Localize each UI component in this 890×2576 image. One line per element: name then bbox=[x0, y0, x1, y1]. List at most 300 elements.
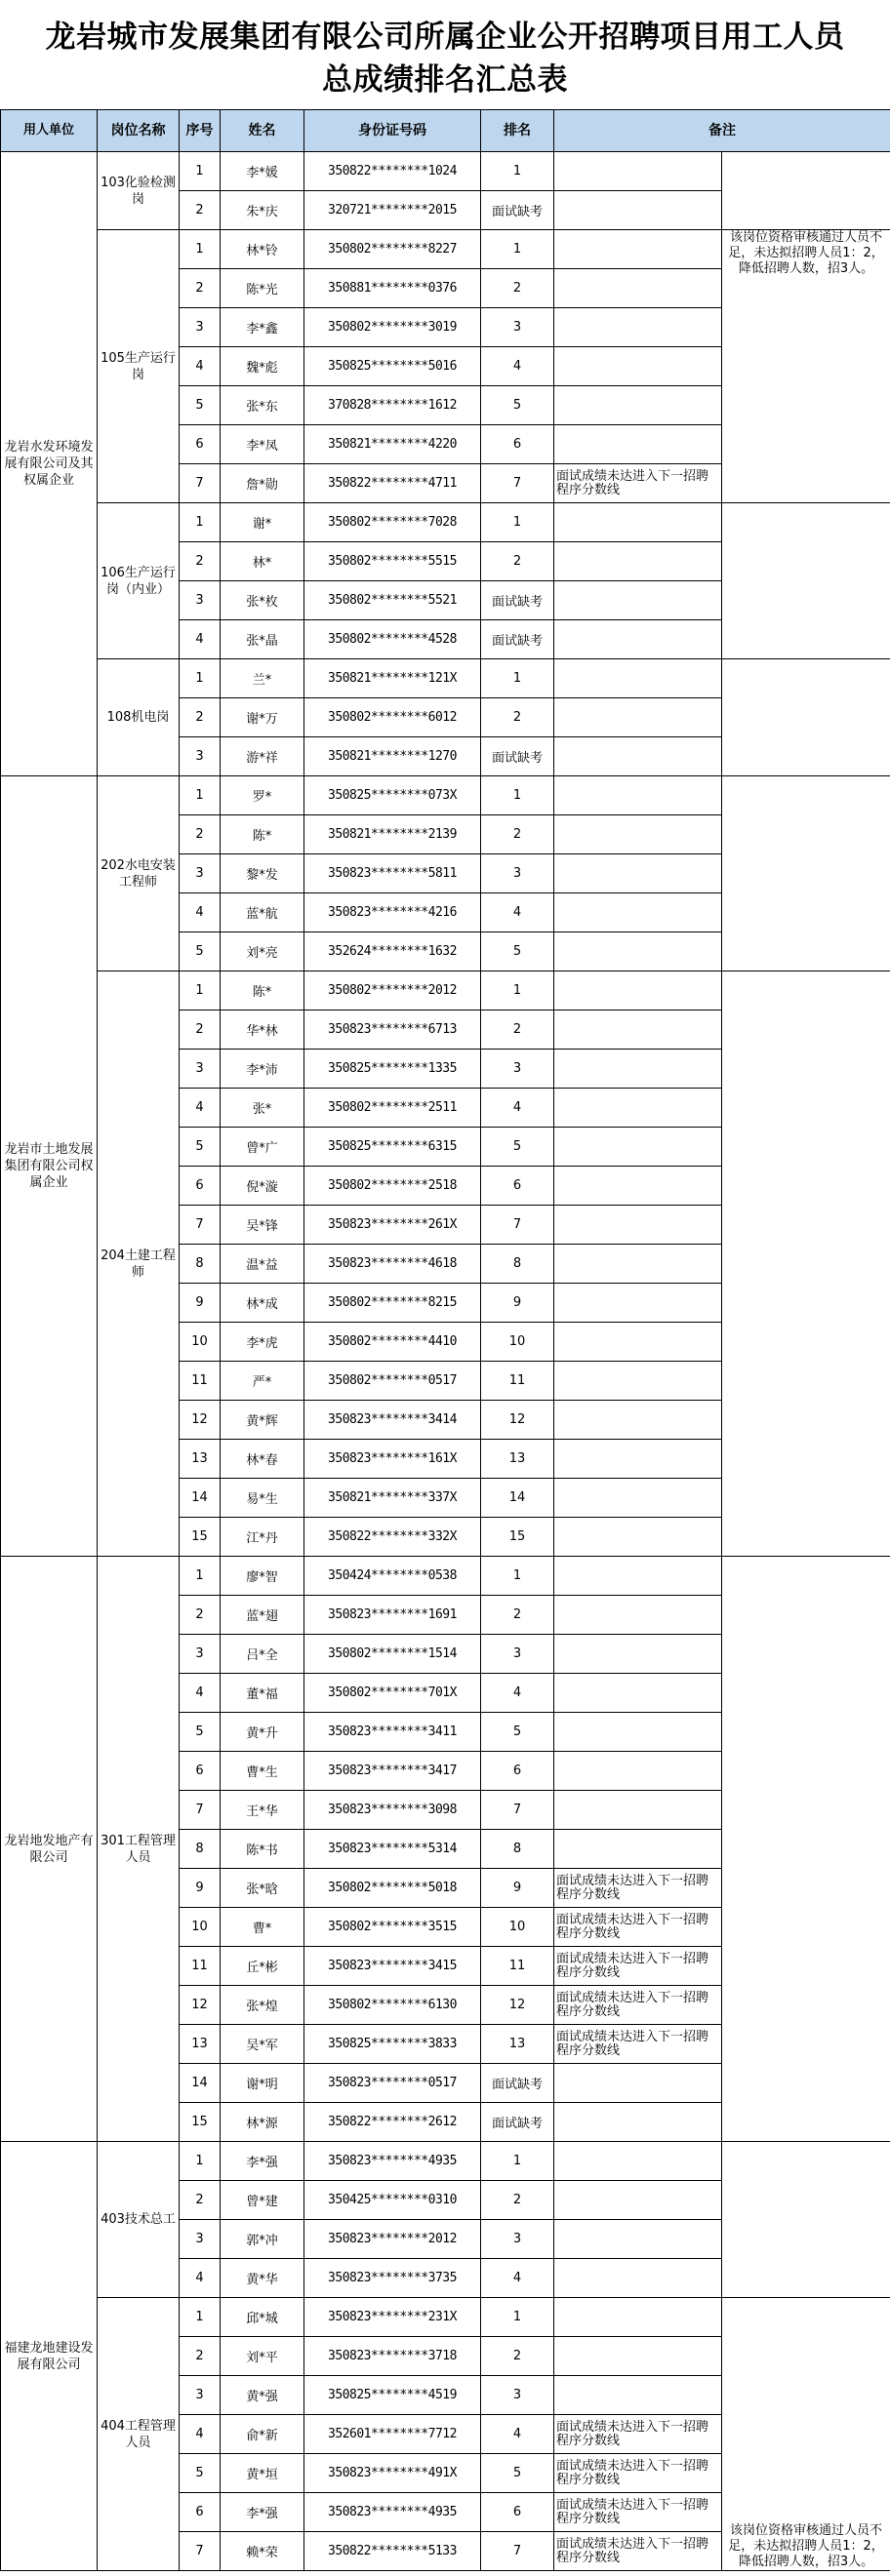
seq-cell: 5 bbox=[180, 386, 221, 425]
name-cell: 詹*勋 bbox=[221, 464, 304, 503]
note-cell bbox=[554, 1362, 722, 1401]
rank-cell: 4 bbox=[481, 2259, 554, 2298]
note-cell bbox=[554, 776, 722, 815]
note-cell bbox=[554, 503, 722, 542]
id-number-cell: 350823********5811 bbox=[304, 854, 481, 893]
ranking-table-body bbox=[1, 152, 890, 2571]
note-cell bbox=[554, 1557, 722, 1596]
seq-cell: 1 bbox=[180, 503, 221, 542]
position-cell: 106生产运行岗（内业） bbox=[98, 503, 180, 659]
name-cell: 曹*生 bbox=[221, 1752, 304, 1791]
id-number-cell: 350825********5016 bbox=[304, 347, 481, 386]
rank-cell: 1 bbox=[481, 152, 554, 191]
seq-cell: 5 bbox=[180, 2454, 221, 2493]
table-row bbox=[1, 152, 890, 191]
seq-cell: 14 bbox=[180, 1479, 221, 1518]
note-cell bbox=[554, 854, 722, 893]
header-employer: 用人单位 bbox=[1, 110, 98, 152]
rank-cell: 3 bbox=[481, 854, 554, 893]
rank-cell: 2 bbox=[481, 2337, 554, 2376]
name-cell: 游*祥 bbox=[221, 737, 304, 776]
seq-cell: 13 bbox=[180, 1440, 221, 1479]
seq-cell: 2 bbox=[180, 542, 221, 581]
rank-cell: 12 bbox=[481, 1401, 554, 1440]
note-cell bbox=[554, 698, 722, 737]
name-cell: 李*强 bbox=[221, 2142, 304, 2181]
rank-cell: 6 bbox=[481, 1752, 554, 1791]
note-cell bbox=[554, 737, 722, 776]
id-number-cell: 350823********3735 bbox=[304, 2259, 481, 2298]
note-cell bbox=[554, 1752, 722, 1791]
id-number-cell: 350823********6713 bbox=[304, 1011, 481, 1050]
note-cell: 面试成绩未达进入下一招聘程序分数线 bbox=[554, 1986, 722, 2025]
id-number-cell: 320721********2015 bbox=[304, 191, 481, 230]
note-cell: 面试成绩未达进入下一招聘程序分数线 bbox=[554, 2025, 722, 2064]
name-cell: 刘*亮 bbox=[221, 932, 304, 971]
table-row bbox=[1, 971, 890, 1011]
rank-cell: 3 bbox=[481, 2220, 554, 2259]
seq-cell: 3 bbox=[180, 2376, 221, 2415]
name-cell: 李*沛 bbox=[221, 1050, 304, 1089]
rank-cell: 9 bbox=[481, 1284, 554, 1323]
id-number-cell: 350424********0538 bbox=[304, 1557, 481, 1596]
note-cell bbox=[554, 1323, 722, 1362]
header-note: 备注 bbox=[554, 110, 890, 152]
rank-cell: 11 bbox=[481, 1947, 554, 1986]
seq-cell: 7 bbox=[180, 1791, 221, 1830]
name-cell: 李*强 bbox=[221, 2493, 304, 2532]
rank-cell: 3 bbox=[481, 1635, 554, 1674]
rank-cell: 1 bbox=[481, 2298, 554, 2337]
seq-cell: 3 bbox=[180, 2220, 221, 2259]
rank-cell: 2 bbox=[481, 698, 554, 737]
sheet-title-line1: 龙岩城市发展集团有限公司所属企业公开招聘项目用工人员 bbox=[45, 20, 845, 55]
name-cell: 李*虎 bbox=[221, 1323, 304, 1362]
rank-cell: 14 bbox=[481, 1479, 554, 1518]
note-cell bbox=[554, 1089, 722, 1128]
name-cell: 林*春 bbox=[221, 1440, 304, 1479]
name-cell: 陈* bbox=[221, 815, 304, 854]
seq-cell: 2 bbox=[180, 2337, 221, 2376]
note-cell bbox=[554, 1791, 722, 1830]
name-cell: 张*东 bbox=[221, 386, 304, 425]
seq-cell: 6 bbox=[180, 425, 221, 464]
note-cell bbox=[554, 191, 722, 230]
position-remark-cell: 该岗位资格审核通过人员不足，未达拟招聘人员1：2，降低招聘人数，招3人。 bbox=[722, 230, 890, 503]
note-cell bbox=[554, 1635, 722, 1674]
id-number-cell: 350822********332X bbox=[304, 1518, 481, 1557]
id-number-cell: 350822********2612 bbox=[304, 2103, 481, 2142]
seq-cell: 3 bbox=[180, 1050, 221, 1089]
remark-empty-cell bbox=[722, 503, 890, 659]
rank-cell: 面试缺考 bbox=[481, 2103, 554, 2142]
id-number-cell: 350802********4528 bbox=[304, 620, 481, 659]
position-cell: 204土建工程师 bbox=[98, 971, 180, 1557]
id-number-cell: 350802********8227 bbox=[304, 230, 481, 269]
rank-cell: 13 bbox=[481, 1440, 554, 1479]
seq-cell: 6 bbox=[180, 1167, 221, 1206]
seq-cell: 4 bbox=[180, 1089, 221, 1128]
name-cell: 刘*平 bbox=[221, 2337, 304, 2376]
rank-cell: 面试缺考 bbox=[481, 620, 554, 659]
id-number-cell: 350821********121X bbox=[304, 659, 481, 698]
rank-cell: 4 bbox=[481, 893, 554, 932]
seq-cell: 2 bbox=[180, 815, 221, 854]
seq-cell: 9 bbox=[180, 1284, 221, 1323]
id-number-cell: 350825********1335 bbox=[304, 1050, 481, 1089]
seq-cell: 4 bbox=[180, 2259, 221, 2298]
header-row bbox=[1, 110, 890, 152]
rank-cell: 7 bbox=[481, 2532, 554, 2571]
name-cell: 黄*强 bbox=[221, 2376, 304, 2415]
seq-cell: 2 bbox=[180, 2181, 221, 2220]
name-cell: 黄*垣 bbox=[221, 2454, 304, 2493]
note-cell bbox=[554, 1830, 722, 1869]
employer-cell: 龙岩市土地发展集团有限公司权属企业 bbox=[1, 776, 98, 1557]
ranking-table bbox=[0, 109, 890, 2571]
id-number-cell: 350802********2012 bbox=[304, 971, 481, 1011]
name-cell: 黄*辉 bbox=[221, 1401, 304, 1440]
rank-cell: 7 bbox=[481, 1206, 554, 1245]
seq-cell: 5 bbox=[180, 1128, 221, 1167]
seq-cell: 8 bbox=[180, 1245, 221, 1284]
name-cell: 俞*新 bbox=[221, 2415, 304, 2454]
seq-cell: 5 bbox=[180, 932, 221, 971]
position-cell: 108机电岗 bbox=[98, 659, 180, 776]
note-cell bbox=[554, 1167, 722, 1206]
id-number-cell: 350802********5515 bbox=[304, 542, 481, 581]
name-cell: 邱*城 bbox=[221, 2298, 304, 2337]
name-cell: 谢*明 bbox=[221, 2064, 304, 2103]
rank-cell: 面试缺考 bbox=[481, 581, 554, 620]
seq-cell: 3 bbox=[180, 581, 221, 620]
rank-cell: 8 bbox=[481, 1245, 554, 1284]
note-cell: 面试成绩未达进入下一招聘程序分数线 bbox=[554, 2454, 722, 2493]
name-cell: 魏*彪 bbox=[221, 347, 304, 386]
seq-cell: 2 bbox=[180, 1011, 221, 1050]
seq-cell: 5 bbox=[180, 1713, 221, 1752]
rank-cell: 2 bbox=[481, 542, 554, 581]
note-cell bbox=[554, 1128, 722, 1167]
note-cell bbox=[554, 2220, 722, 2259]
seq-cell: 1 bbox=[180, 776, 221, 815]
note-cell bbox=[554, 2337, 722, 2376]
rank-cell: 1 bbox=[481, 971, 554, 1011]
seq-cell: 12 bbox=[180, 1986, 221, 2025]
rank-cell: 12 bbox=[481, 1986, 554, 2025]
note-cell bbox=[554, 1713, 722, 1752]
note-cell bbox=[554, 1050, 722, 1089]
seq-cell: 7 bbox=[180, 1206, 221, 1245]
note-cell bbox=[554, 620, 722, 659]
header-position: 岗位名称 bbox=[98, 110, 180, 152]
rank-cell: 5 bbox=[481, 2454, 554, 2493]
id-number-cell: 350802********2518 bbox=[304, 1167, 481, 1206]
name-cell: 温*益 bbox=[221, 1245, 304, 1284]
id-number-cell: 350822********5133 bbox=[304, 2532, 481, 2571]
id-number-cell: 350823********161X bbox=[304, 1440, 481, 1479]
seq-cell: 7 bbox=[180, 464, 221, 503]
seq-cell: 2 bbox=[180, 1596, 221, 1635]
name-cell: 兰* bbox=[221, 659, 304, 698]
note-cell bbox=[554, 1284, 722, 1323]
id-number-cell: 350802********5018 bbox=[304, 1869, 481, 1908]
note-cell bbox=[554, 2142, 722, 2181]
rank-cell: 6 bbox=[481, 2493, 554, 2532]
seq-cell: 1 bbox=[180, 2298, 221, 2337]
rank-cell: 1 bbox=[481, 2142, 554, 2181]
table-row bbox=[1, 2298, 890, 2337]
seq-cell: 10 bbox=[180, 1908, 221, 1947]
id-number-cell: 350823********4935 bbox=[304, 2142, 481, 2181]
id-number-cell: 350823********0517 bbox=[304, 2064, 481, 2103]
name-cell: 王*华 bbox=[221, 1791, 304, 1830]
seq-cell: 9 bbox=[180, 1869, 221, 1908]
name-cell: 陈*书 bbox=[221, 1830, 304, 1869]
id-number-cell: 350825********6315 bbox=[304, 1128, 481, 1167]
note-cell: 面试成绩未达进入下一招聘程序分数线 bbox=[554, 2493, 722, 2532]
note-cell bbox=[554, 932, 722, 971]
remark-empty-cell bbox=[722, 776, 890, 971]
rank-cell: 10 bbox=[481, 1908, 554, 1947]
note-cell bbox=[554, 308, 722, 347]
position-cell: 403技术总工 bbox=[98, 2142, 180, 2298]
name-cell: 曹* bbox=[221, 1908, 304, 1947]
id-number-cell: 350823********231X bbox=[304, 2298, 481, 2337]
seq-cell: 3 bbox=[180, 854, 221, 893]
name-cell: 郭*冲 bbox=[221, 2220, 304, 2259]
rank-cell: 2 bbox=[481, 269, 554, 308]
note-cell: 面试成绩未达进入下一招聘程序分数线 bbox=[554, 1908, 722, 1947]
rank-cell: 5 bbox=[481, 1128, 554, 1167]
name-cell: 李*凤 bbox=[221, 425, 304, 464]
position-cell: 105生产运行岗 bbox=[98, 230, 180, 503]
table-row bbox=[1, 230, 890, 269]
id-number-cell: 350821********1270 bbox=[304, 737, 481, 776]
seq-cell: 2 bbox=[180, 698, 221, 737]
seq-cell: 6 bbox=[180, 2493, 221, 2532]
rank-cell: 2 bbox=[481, 815, 554, 854]
name-cell: 林*铃 bbox=[221, 230, 304, 269]
seq-cell: 7 bbox=[180, 2532, 221, 2571]
id-number-cell: 350822********4711 bbox=[304, 464, 481, 503]
rank-cell: 6 bbox=[481, 1167, 554, 1206]
id-number-cell: 350802********701X bbox=[304, 1674, 481, 1713]
header-seq: 序号 bbox=[180, 110, 221, 152]
rank-cell: 3 bbox=[481, 1050, 554, 1089]
id-number-cell: 350823********2012 bbox=[304, 2220, 481, 2259]
seq-cell: 3 bbox=[180, 1635, 221, 1674]
note-cell: 面试成绩未达进入下一招聘程序分数线 bbox=[554, 2415, 722, 2454]
seq-cell: 4 bbox=[180, 1674, 221, 1713]
note-cell bbox=[554, 542, 722, 581]
note-cell bbox=[554, 2298, 722, 2337]
rank-cell: 5 bbox=[481, 1713, 554, 1752]
id-number-cell: 350802********3019 bbox=[304, 308, 481, 347]
id-number-cell: 350823********4618 bbox=[304, 1245, 481, 1284]
name-cell: 华*林 bbox=[221, 1011, 304, 1050]
name-cell: 张* bbox=[221, 1089, 304, 1128]
note-cell bbox=[554, 893, 722, 932]
note-cell bbox=[554, 1596, 722, 1635]
id-number-cell: 350825********073X bbox=[304, 776, 481, 815]
name-cell: 黎*发 bbox=[221, 854, 304, 893]
seq-cell: 12 bbox=[180, 1401, 221, 1440]
name-cell: 谢*万 bbox=[221, 698, 304, 737]
rank-cell: 13 bbox=[481, 2025, 554, 2064]
rank-cell: 3 bbox=[481, 2376, 554, 2415]
seq-cell: 3 bbox=[180, 308, 221, 347]
note-cell bbox=[554, 581, 722, 620]
name-cell: 吴*锋 bbox=[221, 1206, 304, 1245]
rank-cell: 1 bbox=[481, 776, 554, 815]
name-cell: 张*煌 bbox=[221, 1986, 304, 2025]
name-cell: 易*生 bbox=[221, 1479, 304, 1518]
id-number-cell: 350802********7028 bbox=[304, 503, 481, 542]
rank-cell: 6 bbox=[481, 425, 554, 464]
position-cell: 301工程管理人员 bbox=[98, 1557, 180, 2142]
note-cell bbox=[554, 1206, 722, 1245]
note-cell bbox=[554, 2376, 722, 2415]
seq-cell: 4 bbox=[180, 2415, 221, 2454]
name-cell: 李*鑫 bbox=[221, 308, 304, 347]
seq-cell: 1 bbox=[180, 230, 221, 269]
note-cell bbox=[554, 1011, 722, 1050]
name-cell: 林*源 bbox=[221, 2103, 304, 2142]
note-cell bbox=[554, 230, 722, 269]
rank-cell: 1 bbox=[481, 1557, 554, 1596]
id-number-cell: 350823********3417 bbox=[304, 1752, 481, 1791]
rank-cell: 15 bbox=[481, 1518, 554, 1557]
rank-cell: 5 bbox=[481, 386, 554, 425]
seq-cell: 14 bbox=[180, 2064, 221, 2103]
id-number-cell: 370828********1612 bbox=[304, 386, 481, 425]
id-number-cell: 350825********3833 bbox=[304, 2025, 481, 2064]
rank-cell: 4 bbox=[481, 2415, 554, 2454]
remark-empty-cell bbox=[722, 971, 890, 1557]
name-cell: 吴*军 bbox=[221, 2025, 304, 2064]
note-cell bbox=[554, 1401, 722, 1440]
note-cell bbox=[554, 2181, 722, 2220]
id-number-cell: 352624********1632 bbox=[304, 932, 481, 971]
name-cell: 朱*庆 bbox=[221, 191, 304, 230]
table-row bbox=[1, 2142, 890, 2181]
seq-cell: 3 bbox=[180, 737, 221, 776]
rank-cell: 面试缺考 bbox=[481, 191, 554, 230]
rank-cell: 9 bbox=[481, 1869, 554, 1908]
name-cell: 董*福 bbox=[221, 1674, 304, 1713]
rank-cell: 4 bbox=[481, 1674, 554, 1713]
note-cell bbox=[554, 1479, 722, 1518]
id-number-cell: 350821********4220 bbox=[304, 425, 481, 464]
rank-cell: 4 bbox=[481, 347, 554, 386]
seq-cell: 4 bbox=[180, 893, 221, 932]
id-number-cell: 350823********4935 bbox=[304, 2493, 481, 2532]
note-cell bbox=[554, 269, 722, 308]
rank-cell: 面试缺考 bbox=[481, 737, 554, 776]
id-number-cell: 350823********3718 bbox=[304, 2337, 481, 2376]
name-cell: 谢* bbox=[221, 503, 304, 542]
rank-cell: 1 bbox=[481, 659, 554, 698]
position-cell: 202水电安装工程师 bbox=[98, 776, 180, 971]
note-cell: 面试成绩未达进入下一招聘程序分数线 bbox=[554, 464, 722, 503]
seq-cell: 11 bbox=[180, 1362, 221, 1401]
table-row bbox=[1, 659, 890, 698]
note-cell: 面试成绩未达进入下一招聘程序分数线 bbox=[554, 1869, 722, 1908]
note-cell bbox=[554, 152, 722, 191]
seq-cell: 15 bbox=[180, 2103, 221, 2142]
id-number-cell: 350802********2511 bbox=[304, 1089, 481, 1128]
rank-cell: 4 bbox=[481, 1089, 554, 1128]
note-cell bbox=[554, 1440, 722, 1479]
employer-cell: 福建龙地建设发展有限公司 bbox=[1, 2142, 98, 2571]
rank-cell: 5 bbox=[481, 932, 554, 971]
rank-cell: 8 bbox=[481, 1830, 554, 1869]
name-cell: 赖*荣 bbox=[221, 2532, 304, 2571]
note-cell bbox=[554, 659, 722, 698]
name-cell: 蓝*航 bbox=[221, 893, 304, 932]
rank-cell: 2 bbox=[481, 2181, 554, 2220]
seq-cell: 6 bbox=[180, 1752, 221, 1791]
id-number-cell: 350821********337X bbox=[304, 1479, 481, 1518]
note-cell: 面试成绩未达进入下一招聘程序分数线 bbox=[554, 1947, 722, 1986]
note-cell bbox=[554, 971, 722, 1011]
note-cell bbox=[554, 2103, 722, 2142]
sheet-title-line2: 总成绩排名汇总表 bbox=[322, 62, 568, 98]
name-cell: 黄*升 bbox=[221, 1713, 304, 1752]
rank-cell: 2 bbox=[481, 1596, 554, 1635]
employer-cell: 龙岩水发环境发展有限公司及其权属企业 bbox=[1, 152, 98, 776]
rank-cell: 7 bbox=[481, 1791, 554, 1830]
name-cell: 张*晗 bbox=[221, 1869, 304, 1908]
seq-cell: 4 bbox=[180, 347, 221, 386]
seq-cell: 2 bbox=[180, 191, 221, 230]
name-cell: 陈*光 bbox=[221, 269, 304, 308]
note-cell bbox=[554, 2064, 722, 2103]
id-number-cell: 350825********4519 bbox=[304, 2376, 481, 2415]
rank-cell: 1 bbox=[481, 230, 554, 269]
id-number-cell: 350823********261X bbox=[304, 1206, 481, 1245]
name-cell: 倪*漩 bbox=[221, 1167, 304, 1206]
rank-cell: 3 bbox=[481, 308, 554, 347]
position-cell: 404工程管理人员 bbox=[98, 2298, 180, 2571]
remark-empty-cell bbox=[722, 152, 890, 230]
seq-cell: 11 bbox=[180, 1947, 221, 1986]
header-id: 身份证号码 bbox=[304, 110, 481, 152]
note-cell bbox=[554, 1518, 722, 1557]
id-number-cell: 350802********8215 bbox=[304, 1284, 481, 1323]
seq-cell: 1 bbox=[180, 2142, 221, 2181]
note-cell bbox=[554, 1674, 722, 1713]
name-cell: 李*媛 bbox=[221, 152, 304, 191]
table-row bbox=[1, 776, 890, 815]
id-number-cell: 350823********3414 bbox=[304, 1401, 481, 1440]
note-cell bbox=[554, 815, 722, 854]
header-name: 姓名 bbox=[221, 110, 304, 152]
name-cell: 林*成 bbox=[221, 1284, 304, 1323]
rank-cell: 1 bbox=[481, 503, 554, 542]
id-number-cell: 350821********2139 bbox=[304, 815, 481, 854]
name-cell: 陈* bbox=[221, 971, 304, 1011]
name-cell: 林* bbox=[221, 542, 304, 581]
id-number-cell: 350802********3515 bbox=[304, 1908, 481, 1947]
name-cell: 吕*全 bbox=[221, 1635, 304, 1674]
seq-cell: 13 bbox=[180, 2025, 221, 2064]
name-cell: 丘*彬 bbox=[221, 1947, 304, 1986]
rank-cell: 面试缺考 bbox=[481, 2064, 554, 2103]
table-row bbox=[1, 1557, 890, 1596]
id-number-cell: 350802********4410 bbox=[304, 1323, 481, 1362]
